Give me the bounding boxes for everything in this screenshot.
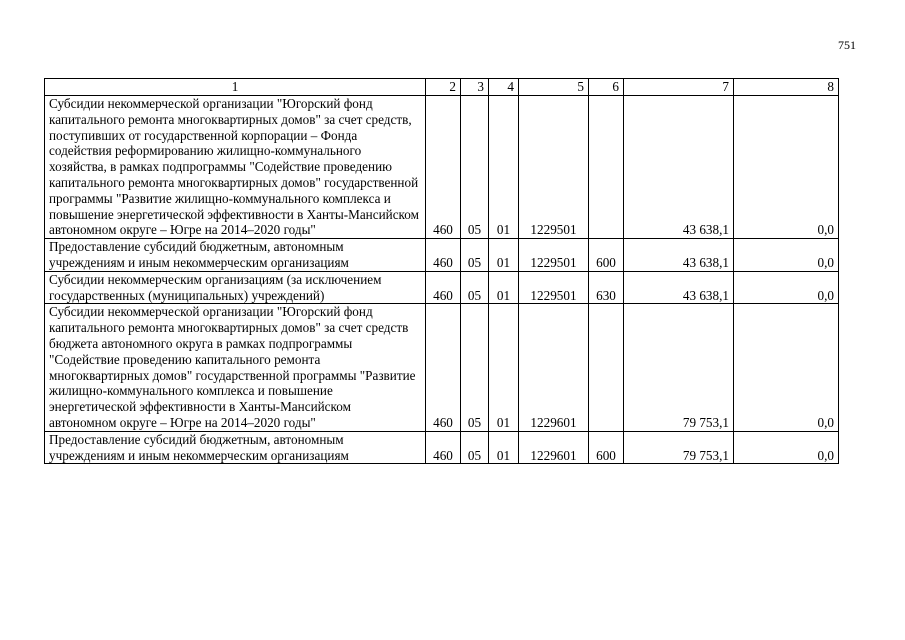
row-description: Субсидии некоммерческой организации "Югорский фонд капитального ремонта многоквартирных домов" за счет средств, поступивших от государственной корпорации – Фонда содействия реформированию жилищно-коммунального хозяйства, в рамках подпрограммы "Содействие проведению капитального ремонта многоквартирных домов" государственной программы "Развитие жилищно-коммунального комплекса и повышение энергетической эффективности в Ханты-Мансийском автономном округе – Югре на 2014–2020 годы" bbox=[45, 96, 426, 239]
cell-target-article: 1229501 bbox=[519, 96, 589, 239]
table-row bbox=[45, 271, 839, 304]
column-header: 7 bbox=[624, 79, 734, 96]
column-header: 6 bbox=[589, 79, 624, 96]
row-description: Предоставление субсидий бюджетным, автономным учреждениям и иным некоммерческим организациям bbox=[45, 431, 426, 464]
column-header: 1 bbox=[45, 79, 426, 96]
budget-table bbox=[44, 78, 839, 464]
cell-ministry-code: 460 bbox=[426, 271, 461, 304]
page-number: 751 bbox=[838, 38, 856, 52]
cell-expense-type: 600 bbox=[589, 431, 624, 464]
cell-ministry-code: 460 bbox=[426, 304, 461, 431]
cell-expense-type bbox=[589, 304, 624, 431]
table-row bbox=[45, 96, 839, 239]
column-header: 4 bbox=[489, 79, 519, 96]
cell-amount: 43 638,1 bbox=[624, 239, 734, 272]
cell-amount-2: 0,0 bbox=[734, 271, 839, 304]
column-header: 2 bbox=[426, 79, 461, 96]
table-header-row bbox=[45, 79, 839, 96]
cell-section: 05 bbox=[461, 239, 489, 272]
column-header: 5 bbox=[519, 79, 589, 96]
table-row bbox=[45, 431, 839, 464]
cell-ministry-code: 460 bbox=[426, 96, 461, 239]
cell-amount-2: 0,0 bbox=[734, 239, 839, 272]
cell-expense-type: 600 bbox=[589, 239, 624, 272]
cell-amount: 43 638,1 bbox=[624, 271, 734, 304]
row-description: Предоставление субсидий бюджетным, автономным учреждениям и иным некоммерческим организациям bbox=[45, 239, 426, 272]
cell-section: 05 bbox=[461, 304, 489, 431]
cell-target-article: 1229601 bbox=[519, 431, 589, 464]
cell-section: 05 bbox=[461, 271, 489, 304]
cell-expense-type: 630 bbox=[589, 271, 624, 304]
table-row bbox=[45, 239, 839, 272]
cell-subsection: 01 bbox=[489, 96, 519, 239]
column-header: 8 bbox=[734, 79, 839, 96]
cell-section: 05 bbox=[461, 431, 489, 464]
cell-amount-2: 0,0 bbox=[734, 304, 839, 431]
cell-ministry-code: 460 bbox=[426, 239, 461, 272]
row-description: Субсидии некоммерческой организации "Югорский фонд капитального ремонта многоквартирных домов" за счет средств бюджета автономного округа в рамках подпрограммы "Содействие проведению капитального ремонта многоквартирных домов" государственной программы "Развитие жилищно-коммунального комплекса и повышение энергетической эффективности в Ханты-Мансийском автономном округе – Югре на 2014–2020 годы" bbox=[45, 304, 426, 431]
cell-subsection: 01 bbox=[489, 271, 519, 304]
cell-amount-2: 0,0 bbox=[734, 96, 839, 239]
cell-section: 05 bbox=[461, 96, 489, 239]
cell-target-article: 1229501 bbox=[519, 239, 589, 272]
cell-ministry-code: 460 bbox=[426, 431, 461, 464]
cell-amount: 79 753,1 bbox=[624, 304, 734, 431]
cell-target-article: 1229501 bbox=[519, 271, 589, 304]
cell-amount-2: 0,0 bbox=[734, 431, 839, 464]
cell-target-article: 1229601 bbox=[519, 304, 589, 431]
cell-amount: 43 638,1 bbox=[624, 96, 734, 239]
row-description: Субсидии некоммерческим организациям (за исключением государственных (муниципальных) учреждений) bbox=[45, 271, 426, 304]
column-header: 3 bbox=[461, 79, 489, 96]
cell-expense-type bbox=[589, 96, 624, 239]
cell-subsection: 01 bbox=[489, 431, 519, 464]
cell-subsection: 01 bbox=[489, 239, 519, 272]
table-row bbox=[45, 304, 839, 431]
cell-amount: 79 753,1 bbox=[624, 431, 734, 464]
cell-subsection: 01 bbox=[489, 304, 519, 431]
